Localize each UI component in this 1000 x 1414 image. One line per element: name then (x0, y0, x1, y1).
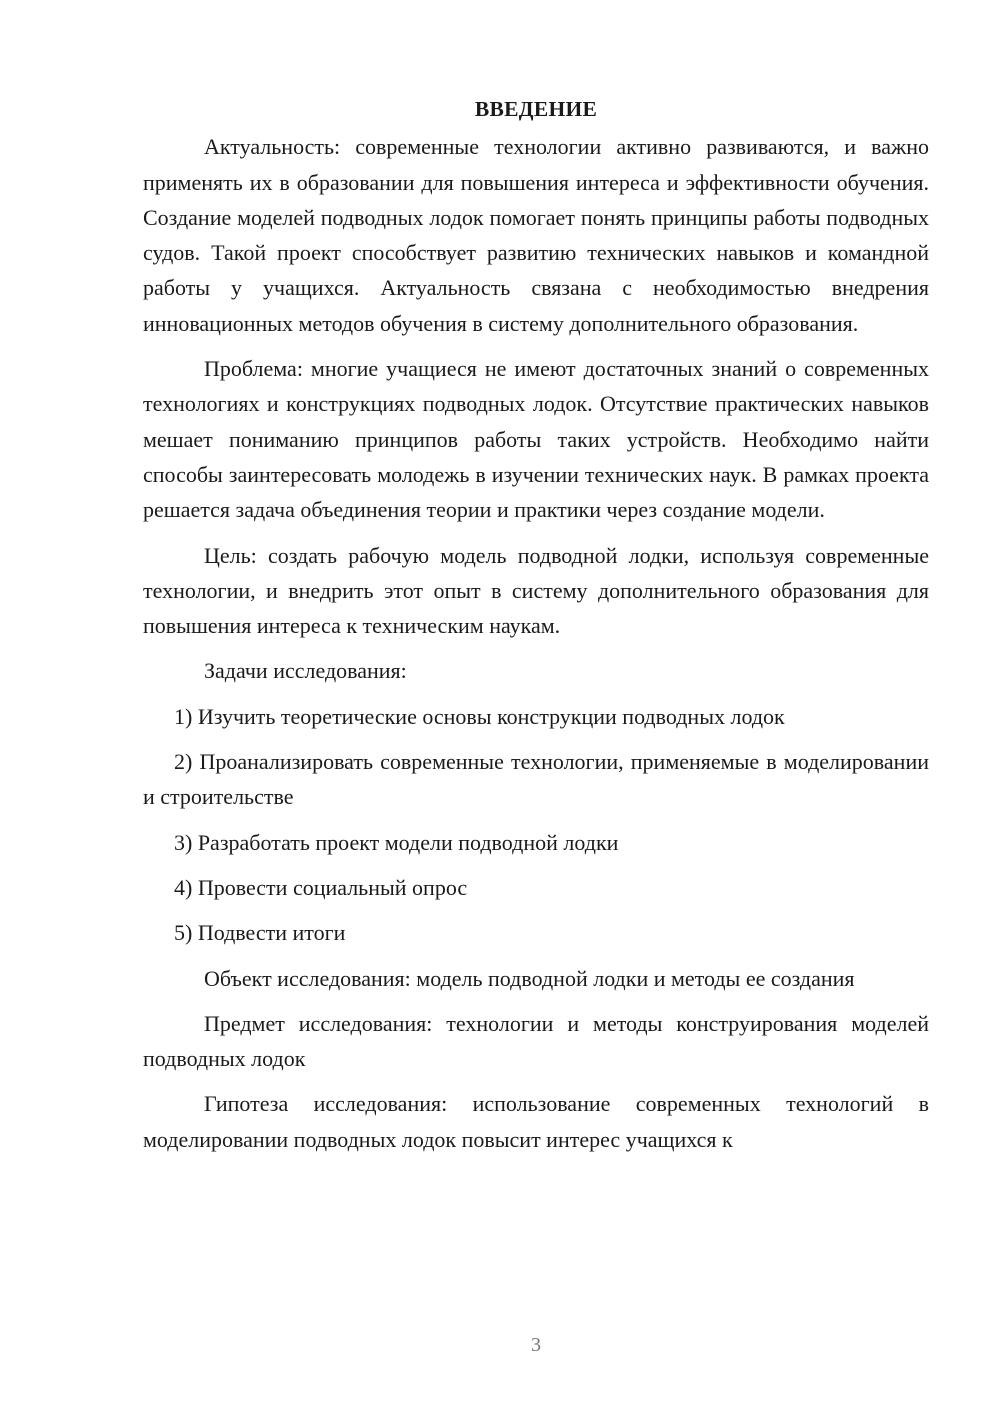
paragraph-relevance: Актуальность: современные технологии активно развиваются, и важно применять их в образовании для повышения интереса и эффективности обучения. Создание моделей подводных лодок помогает понять принципы работы подводных судов. Такой проект способствует развитию технических навыков и командной работы у учащихся. Актуальность связана с необходимостью внедрения инновационных методов обучения в систему дополнительного образования. (143, 134, 929, 336)
section-title: ВВЕДЕНИЕ (474, 97, 598, 121)
paragraph-subject: Предмет исследования: технологии и методы конструирования моделей подводных лодок (143, 1010, 929, 1072)
task-item: 3) Разработать проект модели подводной лодки (174, 829, 619, 855)
paragraph-object: Объект исследования: модель подводной лодки и методы ее создания (204, 965, 855, 991)
task-item: 4) Провести социальный опрос (174, 874, 468, 900)
paragraph-hypothesis: Гипотеза исследования: использование современных технологий в моделировании подводных лодок повысит интерес учащихся к (143, 1091, 929, 1152)
paragraph-tasks-heading: Задачи исследования: (204, 658, 407, 684)
task-item: 2) Проанализировать современные технологии, применяемые в моделировании и строительстве (143, 749, 929, 810)
page-number: 3 (531, 1334, 541, 1356)
paragraph-problem: Проблема: многие учащиеся не имеют достаточных знаний о современных технологиях и конструкциях подводных лодок. Отсутствие практических навыков мешает пониманию принципов работы таких устройств. Необходимо найти способы заинтересовать молодежь в изучении технических наук. В рамках проекта решается задача объединения теории и практики через создание модели. (143, 356, 929, 523)
document-page (143, 92, 929, 1167)
paragraph-goal: Цель: создать рабочую модель подводной лодки, используя современные технологии, и внедрить этот опыт в систему дополнительного образования для повышения интереса к техническим наукам. (143, 542, 929, 639)
task-item: 5) Подвести итоги (174, 920, 346, 946)
task-item: 1) Изучить теоретические основы конструкции подводных лодок (174, 703, 785, 729)
